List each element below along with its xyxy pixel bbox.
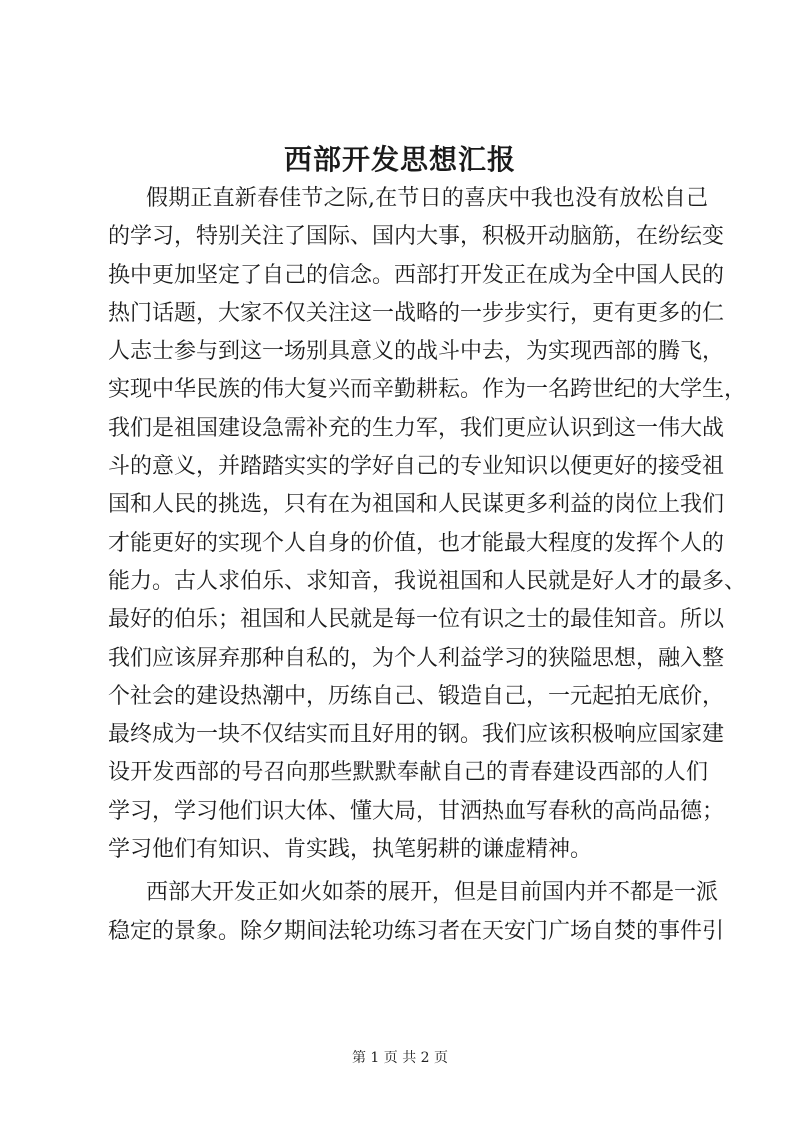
- document-title: 西部开发思想汇报: [283, 143, 516, 176]
- text-line: 学习他们有知识、肯实践，执笔躬耕的谦虚精神。: [108, 837, 593, 863]
- text-line: 人志士参与到这一场别具意义的战斗中去，为实现西部的腾飞，: [108, 339, 725, 365]
- text-line: 设开发西部的号召向那些默默奉献自己的青春建设西部的人们: [108, 760, 708, 786]
- text-line: 稳定的景象。除夕期间法轮功练习者在天安门广场自焚的事件引: [108, 918, 725, 944]
- text-line: 学习，学习他们识大体、懂大局，甘洒热血写春秋的高尚品德；: [108, 798, 725, 824]
- text-line: 西部大开发正如火如荼的展开，但是目前国内并不都是一派: [146, 880, 719, 906]
- text-line: 最终成为一块不仅结实而且好用的钢。我们应该积极响应国家建: [108, 722, 725, 748]
- text-line: 换中更加坚定了自己的信念。西部打开发正在成为全中国人民的: [108, 262, 725, 288]
- paragraph: [108, 874, 725, 951]
- text-line: 我们应该屏弃那种自私的，为个人利益学习的狭隘思想，融入整: [108, 645, 725, 671]
- text-line: 我们是祖国建设急需补充的生力军，我们更应认识到这一伟大战: [108, 415, 725, 441]
- document-body: [108, 180, 747, 951]
- text-line: 能力。古人求伯乐、求知音，我说祖国和人民就是好人才的最多、: [108, 568, 747, 594]
- paragraph: [108, 180, 747, 869]
- text-line: 的学习，特别关注了国际、国内大事，积极开动脑筋，在纷纭变: [108, 224, 725, 250]
- text-line: 最好的伯乐；祖国和人民就是每一位有识之士的最佳知音。所以: [108, 607, 725, 633]
- text-line: 热门话题，大家不仅关注这一战略的一步步实行，更有更多的仁: [108, 300, 725, 326]
- text-line: 假期正直新春佳节之际,在节日的喜庆中我也没有放松自己: [146, 186, 708, 211]
- text-line: 实现中华民族的伟大复兴而辛勤耕耘。作为一名跨世纪的大学生，: [108, 377, 747, 403]
- text-line: 个社会的建设热潮中，历练自己、锻造自己，一元起拍无底价，: [108, 683, 725, 709]
- page-footer: 第 1 页 共 2 页: [351, 1050, 449, 1066]
- text-line: 国和人民的挑选，只有在为祖国和人民谋更多利益的岗位上我们: [108, 492, 725, 518]
- text-line: 才能更好的实现个人自身的价值，也才能最大程度的发挥个人的: [108, 530, 725, 556]
- text-line: 斗的意义，并踏踏实实的学好自己的专业知识以便更好的接受祖: [108, 454, 725, 480]
